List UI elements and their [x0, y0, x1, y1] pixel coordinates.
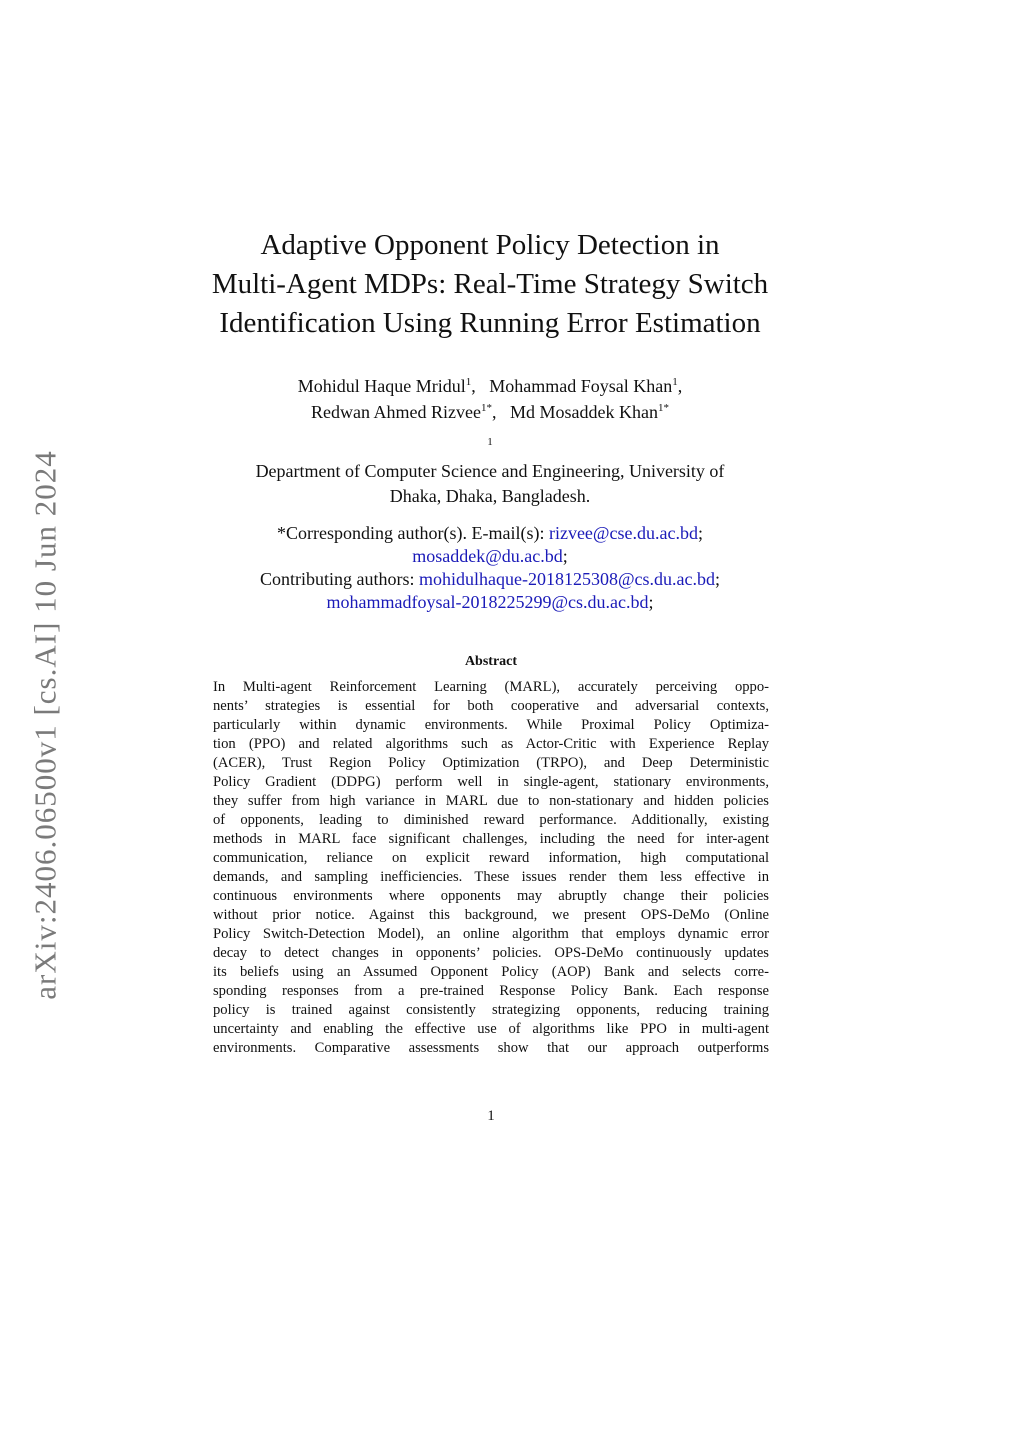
author-name: Md Mosaddek Khan — [509, 402, 658, 422]
abstract-line: particularly within dynamic environments. While Proximal Policy Optimiza- — [213, 717, 769, 733]
abstract-line: demands, and sampling inefficiencies. These issues render them less effective in — [213, 869, 769, 885]
arxiv-identifier-stamp — [6, 430, 86, 1020]
email-link[interactable]: mohidulhaque-2018125308@cs.du.ac.bd — [418, 569, 715, 589]
email-link[interactable]: mohammadfoysal-2018225299@cs.du.ac.bd — [326, 592, 649, 612]
email-separator: ; — [562, 546, 568, 566]
correspondence-line — [190, 591, 790, 614]
abstract-line: of opponents, leading to diminished reward performance. Additionally, existing — [213, 812, 769, 828]
abstract-line: Policy Gradient (DDPG) perform well in single-agent, stationary environments, — [213, 774, 769, 790]
abstract-line: they suffer from high variance in MARL due to non-stationary and hidden policies — [213, 793, 769, 809]
title-line: Adaptive Opponent Policy Detection in — [260, 229, 720, 261]
author-separator: , — [491, 402, 497, 422]
correspondence-block — [190, 522, 790, 614]
abstract-line: nents’ strategies is essential for both cooperative and adversarial contexts, — [213, 698, 769, 714]
abstract-line: continuous environments where opponents may abruptly change their policies — [213, 888, 769, 904]
abstract-line: sponding responses from a pre-trained Response Policy Bank. Each response — [213, 983, 769, 999]
correspondence-line — [190, 545, 790, 568]
author-name: Mohammad Foysal Khan — [489, 376, 673, 396]
correspondence-line — [190, 522, 790, 545]
author-affiliation-mark: 1* — [480, 402, 492, 414]
author-line — [190, 373, 790, 399]
corresponding-label: *Corresponding author(s). E-mail(s): — [277, 523, 545, 543]
author-separator: , — [471, 376, 476, 396]
paper-title — [190, 226, 790, 343]
title-line: Identification Using Running Error Estimation — [219, 307, 761, 339]
email-separator: ; — [697, 523, 703, 543]
affiliation-line: Dhaka, Dhaka, Bangladesh. — [389, 486, 591, 506]
abstract-line: tion (PPO) and related algorithms such as Actor-Critic with Experience Replay — [213, 736, 769, 752]
affiliation-text: Department of Computer Science and Engineering, University of — [255, 461, 725, 481]
email-link[interactable]: mosaddek@du.ac.bd — [412, 546, 563, 566]
abstract-line: decay to detect changes in opponents’ policies. OPS-DeMo continuously updates — [213, 945, 769, 961]
affiliation-line — [190, 434, 790, 484]
abstract-line: environments. Comparative assessments show that our approach outperforms — [213, 1040, 769, 1056]
author-name: Mohidul Haque Mridul — [297, 376, 466, 396]
abstract-line: policy is trained against consistently strategizing opponents, reducing training — [213, 1002, 769, 1018]
page-number: 1 — [487, 1108, 495, 1124]
author-line — [190, 399, 790, 425]
correspondence-line — [190, 568, 790, 591]
abstract-line: communication, reliance on explicit reward information, high computational — [213, 850, 769, 866]
author-affiliation-mark: 1* — [657, 402, 669, 414]
author-list — [190, 373, 790, 425]
email-link[interactable]: rizvee@cse.du.ac.bd — [548, 523, 698, 543]
arxiv-identifier-text: arXiv:2406.06500v1 [cs.AI] 10 Jun 2024 — [28, 450, 64, 1000]
abstract-line: methods in MARL face significant challenges, including the need for inter-agent — [213, 831, 769, 847]
affiliation-mark: 1 — [487, 436, 493, 448]
author-name: Redwan Ahmed Rizvee — [311, 402, 481, 422]
contributing-label: Contributing authors: — [259, 569, 415, 589]
abstract-line: uncertainty and enabling the effective use of algorithms like PPO in multi-agent — [213, 1021, 769, 1037]
title-line: Multi-Agent MDPs: Real-Time Strategy Switch — [211, 268, 769, 300]
author-separator: , — [677, 376, 683, 396]
author-affiliation-mark: 1 — [672, 376, 678, 388]
abstract-line: Policy Switch-Detection Model), an online algorithm that employs dynamic error — [213, 926, 769, 942]
abstract-line: its beliefs using an Assumed Opponent Policy (AOP) Bank and selects corre- — [213, 964, 769, 980]
email-separator: ; — [648, 592, 654, 612]
abstract-heading: Abstract — [464, 654, 518, 669]
abstract-line: (ACER), Trust Region Policy Optimization (TRPO), and Deep Deterministic — [213, 755, 769, 771]
abstract-line: without prior notice. Against this background, we present OPS-DeMo (Online — [213, 907, 769, 923]
email-separator: ; — [715, 569, 721, 589]
abstract-body — [213, 678, 769, 1058]
affiliation — [190, 434, 790, 509]
author-affiliation-mark: 1 — [465, 376, 472, 388]
abstract-line: In Multi-agent Reinforcement Learning (MARL), accurately perceiving oppo- — [213, 679, 769, 695]
